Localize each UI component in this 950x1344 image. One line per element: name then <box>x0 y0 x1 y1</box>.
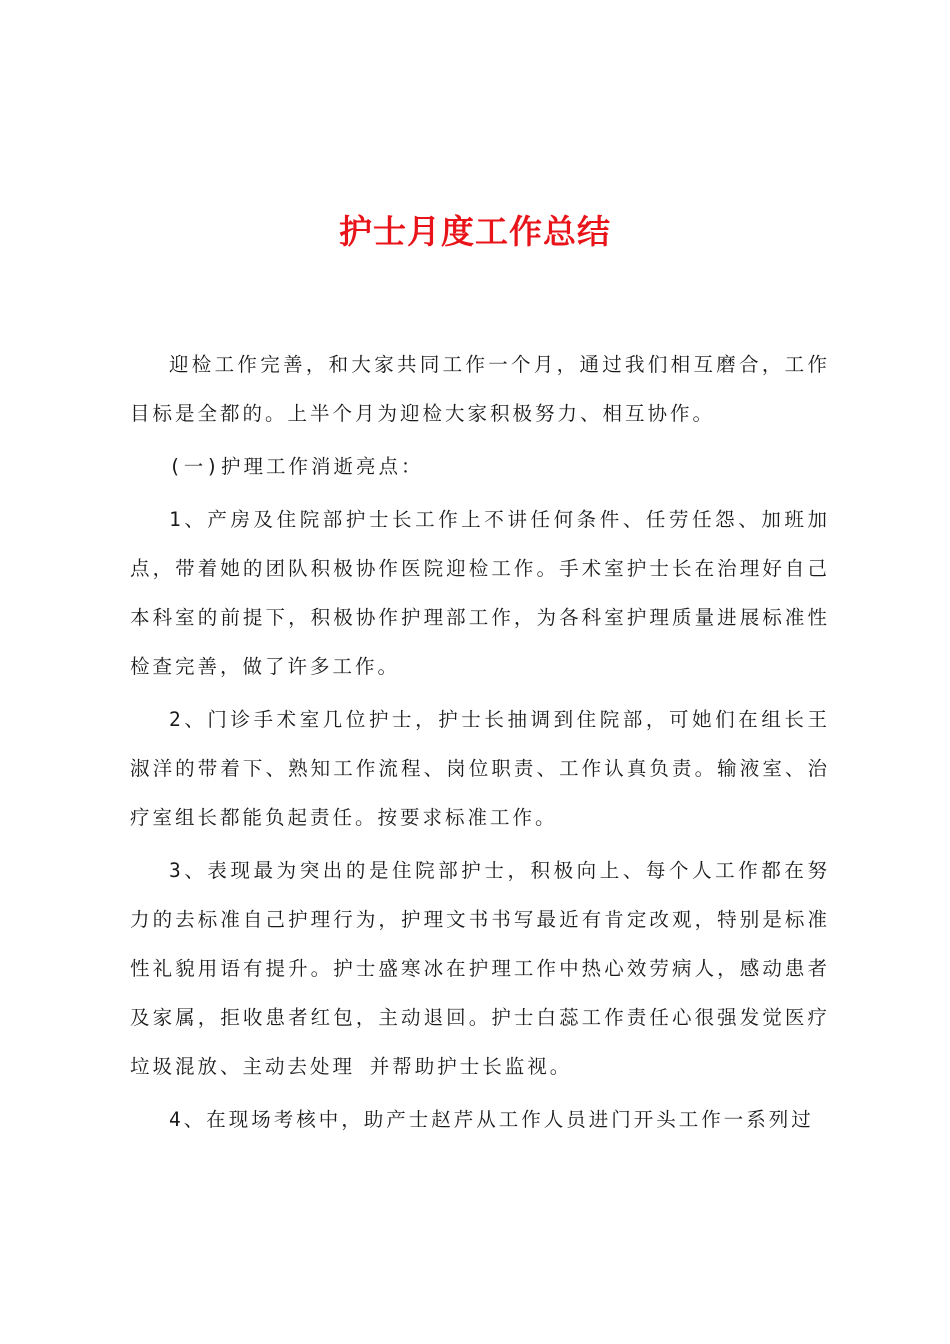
paragraph-item-2: 2、门诊手术室几位护士，护士长抽调到住院部，可她们在组长王淑洋的带着下、熟知工作流程、岗位职责、工作认真负责。输液室、治疗室组长都能负起责任。按要求标准工作。 <box>130 708 830 829</box>
paragraph-item-3: 3、表现最为突出的是住院部护士，积极向上、每个人工作都在努力的去标准自己护理行为，护理文书书写最近有肯定改观，特别是标准性礼貌用语有提升。护士盛寒冰在护理工作中热心效劳病人，感动患者及家属，拒收患者红包，主动退回。护士白蕊工作责任心很强发觉医疗垃圾混放、主动去处理 并帮助护士长监视。 <box>130 859 830 1078</box>
paragraph-item-1: 1、产房及住院部护士长工作上不讲任何条件、任劳任怨、加班加点，带着她的团队积极协作医院迎检工作。手术室护士长在治理好自己本科室的前提下，积极协作护理部工作，为各科室护理质量进展标准性检查完善，做了许多工作。 <box>130 508 830 678</box>
document-title: 护士月度工作总结 <box>339 212 611 251</box>
paragraph-item-4: 4、在现场考核中，助产士赵芹从工作人员进门开头工作一系列过 <box>169 1108 814 1131</box>
section-heading: (一)护理工作消逝亮点： <box>169 455 424 478</box>
paragraph-intro: 迎检工作完善，和大家共同工作一个月，通过我们相互磨合，工作目标是全都的。上半个月为迎检大家积极努力、相互协作。 <box>130 353 830 425</box>
document-body <box>130 340 830 1144</box>
